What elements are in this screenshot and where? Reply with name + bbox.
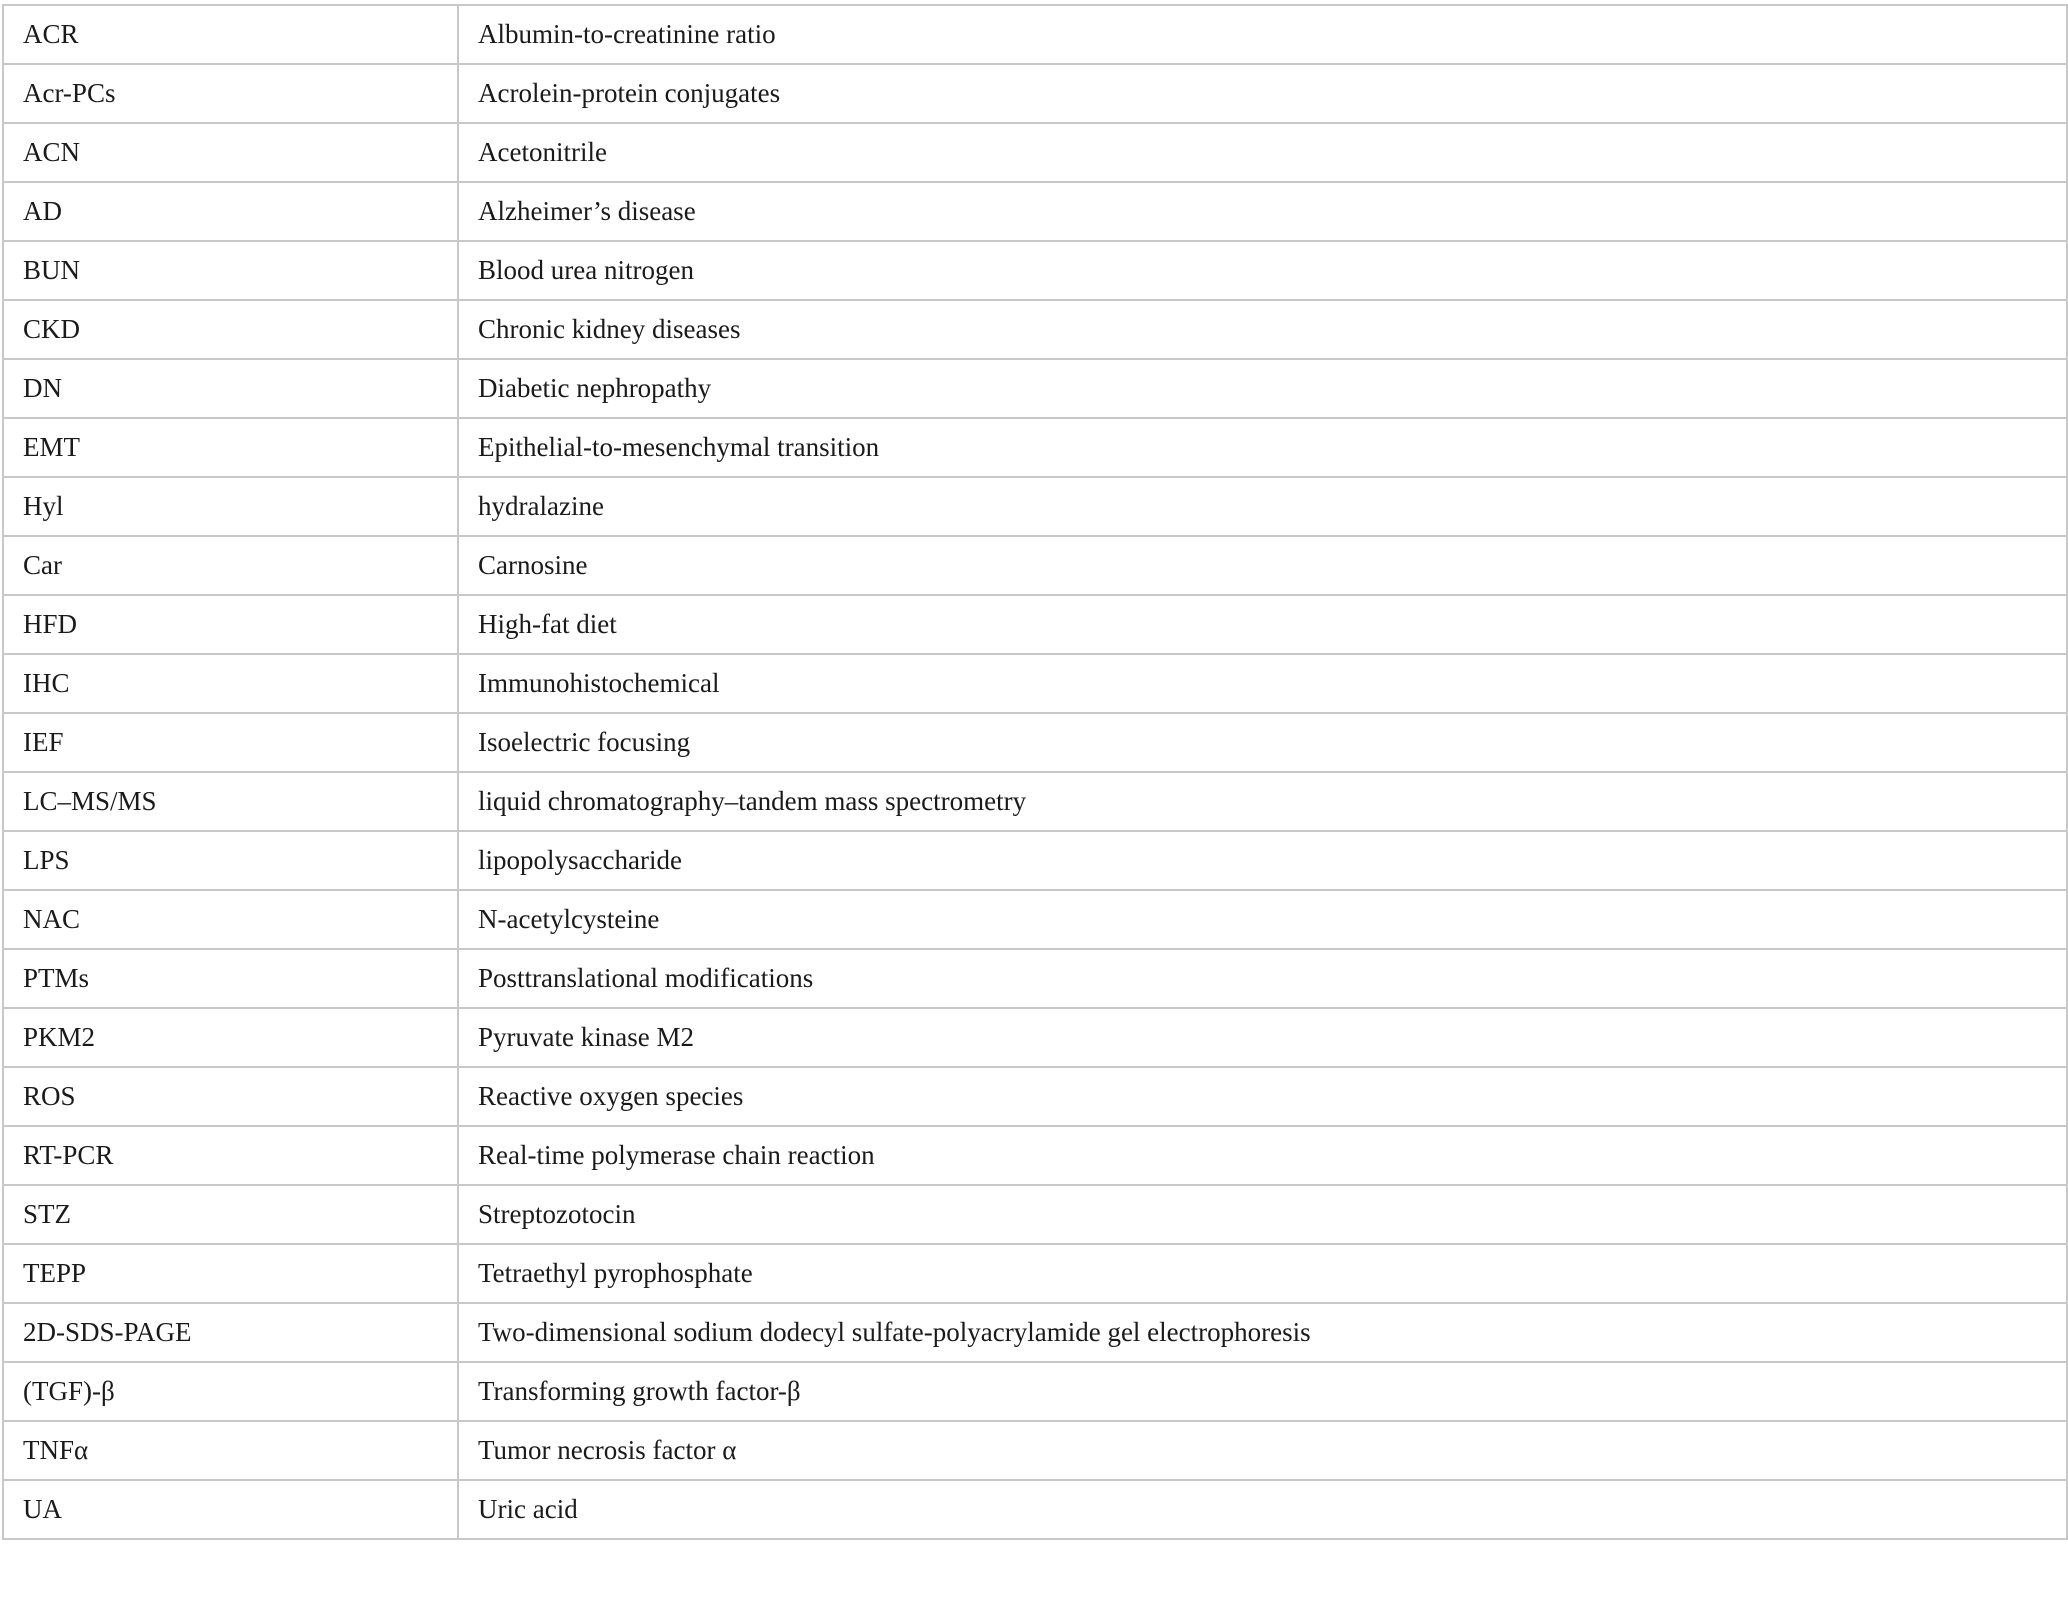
definition-cell: Pyruvate kinase M2	[458, 1008, 2067, 1067]
abbreviation-cell: EMT	[3, 418, 458, 477]
definition-cell: Transforming growth factor-β	[458, 1362, 2067, 1421]
abbreviation-cell: DN	[3, 359, 458, 418]
definition-cell: Blood urea nitrogen	[458, 241, 2067, 300]
abbreviation-cell: HFD	[3, 595, 458, 654]
table-row	[3, 1480, 2067, 1539]
definition-cell: N-acetylcysteine	[458, 890, 2067, 949]
table-row	[3, 300, 2067, 359]
definition-cell: Epithelial-to-mesenchymal transition	[458, 418, 2067, 477]
definition-cell: Chronic kidney diseases	[458, 300, 2067, 359]
table-row	[3, 1008, 2067, 1067]
table-row	[3, 1185, 2067, 1244]
definition-cell: Two-dimensional sodium dodecyl sulfate-polyacrylamide gel electrophoresis	[458, 1303, 2067, 1362]
table-row	[3, 182, 2067, 241]
abbreviation-cell: ACR	[3, 5, 458, 64]
table-row	[3, 890, 2067, 949]
table-row	[3, 1303, 2067, 1362]
definition-cell: lipopolysaccharide	[458, 831, 2067, 890]
definition-cell: hydralazine	[458, 477, 2067, 536]
abbreviation-cell: RT-PCR	[3, 1126, 458, 1185]
definition-cell: Isoelectric focusing	[458, 713, 2067, 772]
table-row	[3, 359, 2067, 418]
abbreviation-cell: LPS	[3, 831, 458, 890]
abbreviation-cell: IEF	[3, 713, 458, 772]
table-row	[3, 536, 2067, 595]
definition-cell: Carnosine	[458, 536, 2067, 595]
abbreviation-cell: Car	[3, 536, 458, 595]
definition-cell: Posttranslational modifications	[458, 949, 2067, 1008]
table-row	[3, 1362, 2067, 1421]
table-row	[3, 949, 2067, 1008]
abbreviation-cell: TNFα	[3, 1421, 458, 1480]
abbreviation-cell: IHC	[3, 654, 458, 713]
abbreviation-cell: PTMs	[3, 949, 458, 1008]
table-row	[3, 5, 2067, 64]
abbreviation-cell: STZ	[3, 1185, 458, 1244]
table-row	[3, 477, 2067, 536]
abbreviation-cell: LC–MS/MS	[3, 772, 458, 831]
table-row	[3, 418, 2067, 477]
definition-cell: liquid chromatography–tandem mass spectrometry	[458, 772, 2067, 831]
abbreviations-table-body	[3, 5, 2067, 1539]
table-row	[3, 772, 2067, 831]
abbreviation-cell: AD	[3, 182, 458, 241]
definition-cell: Acrolein-protein conjugates	[458, 64, 2067, 123]
definition-cell: Diabetic nephropathy	[458, 359, 2067, 418]
abbreviation-cell: TEPP	[3, 1244, 458, 1303]
table-row	[3, 654, 2067, 713]
definition-cell: Streptozotocin	[458, 1185, 2067, 1244]
definition-cell: Immunohistochemical	[458, 654, 2067, 713]
abbreviation-cell: CKD	[3, 300, 458, 359]
definition-cell: High-fat diet	[458, 595, 2067, 654]
table-row	[3, 123, 2067, 182]
abbreviation-cell: BUN	[3, 241, 458, 300]
definition-cell: Real-time polymerase chain reaction	[458, 1126, 2067, 1185]
table-row	[3, 1244, 2067, 1303]
table-row	[3, 241, 2067, 300]
abbreviation-cell: ACN	[3, 123, 458, 182]
table-row	[3, 713, 2067, 772]
table-row	[3, 64, 2067, 123]
table-row	[3, 1067, 2067, 1126]
definition-cell: Tumor necrosis factor α	[458, 1421, 2067, 1480]
abbreviation-cell: UA	[3, 1480, 458, 1539]
definition-cell: Reactive oxygen species	[458, 1067, 2067, 1126]
table-row	[3, 1126, 2067, 1185]
definition-cell: Alzheimer’s disease	[458, 182, 2067, 241]
abbreviation-cell: 2D-SDS-PAGE	[3, 1303, 458, 1362]
abbreviation-cell: PKM2	[3, 1008, 458, 1067]
abbreviation-cell: Acr-PCs	[3, 64, 458, 123]
definition-cell: Acetonitrile	[458, 123, 2067, 182]
table-row	[3, 1421, 2067, 1480]
abbreviations-table	[2, 4, 2068, 1540]
abbreviation-cell: ROS	[3, 1067, 458, 1126]
definition-cell: Uric acid	[458, 1480, 2067, 1539]
abbreviation-cell: (TGF)-β	[3, 1362, 458, 1421]
definition-cell: Tetraethyl pyrophosphate	[458, 1244, 2067, 1303]
abbreviation-cell: Hyl	[3, 477, 458, 536]
abbreviation-cell: NAC	[3, 890, 458, 949]
definition-cell: Albumin-to-creatinine ratio	[458, 5, 2067, 64]
table-row	[3, 595, 2067, 654]
table-row	[3, 831, 2067, 890]
